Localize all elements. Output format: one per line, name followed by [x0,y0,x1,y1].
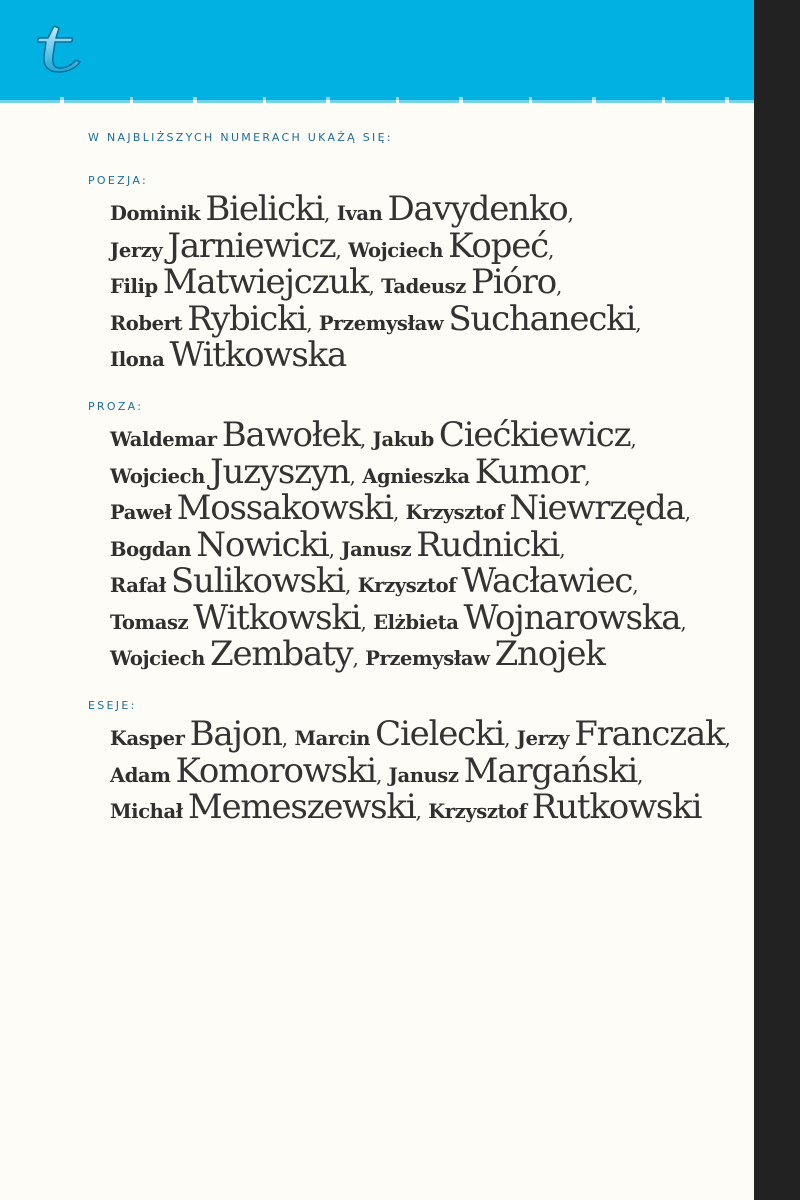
names-eseje [110,716,730,826]
author-first-name: Elżbieta [373,610,459,634]
author-first-name: Przemysław [365,647,490,670]
author-last-name: Wacławiec [461,561,633,601]
author-first-name: Paweł [110,501,172,524]
author-last-name: Matwiejczuk [162,262,369,302]
author-last-name: Sulikowski [170,561,345,601]
author-last-name: Nowicki [196,524,329,565]
author-first-name: Tomasz [110,610,189,634]
author-last-name: Bawołek [221,415,360,455]
author-first-name: Wojciech [110,464,205,488]
name-line: Kasper Bajon, Marcin Cielecki, Jerzy Franczak, [110,714,731,754]
author-last-name: Rudnicki [416,524,560,565]
author-last-name: Davydenko [387,189,568,229]
author-first-name: Waldemar [110,428,217,451]
author-last-name: Rutkowski [531,787,702,827]
author-first-name: Wojciech [348,238,444,262]
author-last-name: Mossakowski [176,488,393,528]
right-sidebar [754,0,800,1200]
author-last-name: Pióro [471,262,556,302]
author-first-name: Rafał [110,574,166,597]
author-last-name: Komorowski [175,750,376,791]
name-line: Filip Matwiejczuk, Tadeusz Pióro, [110,262,563,302]
author-last-name: Witkowski [193,597,361,638]
author-first-name: Krzysztof [428,800,527,823]
author-first-name: Marcin [294,727,371,750]
author-last-name: Wojnarowska [463,597,681,638]
author-first-name: Krzysztof [357,574,457,597]
author-last-name: Kopeć [448,225,549,266]
author-last-name: Niewrzęda [509,488,685,528]
author-last-name: Juzyszyn [210,451,350,492]
t-logo-icon [34,22,86,76]
author-first-name: Tadeusz [381,275,466,298]
intro-heading: W NAJBLIŻSZYCH NUMERACH UKAŻĄ SIĘ: [88,131,393,144]
author-first-name: Dominik [110,202,201,225]
section-heading-eseje: ESEJE: [88,699,137,712]
section-heading-proza: PROZA: [88,400,144,413]
author-first-name: Ilona [110,348,165,371]
author-first-name: Bogdan [110,537,192,561]
author-first-name: Jerzy [516,727,570,750]
author-first-name: Kasper [110,727,185,750]
author-last-name: Kumor [474,451,585,492]
name-line: Robert Rybicki, Przemysław Suchanecki, [110,298,642,339]
name-line: Dominik Bielicki, Ivan Davydenko, [110,189,574,229]
name-line: Rafał Sulikowski, Krzysztof Wacławiec, [110,561,639,601]
name-line: Adam Komorowski, Janusz Margański, [110,750,644,791]
author-first-name: Jakub [372,428,434,451]
name-line: Wojciech Juzyszyn, Agnieszka Kumor, [110,451,591,492]
author-last-name: Cielecki [375,714,505,754]
name-line [110,337,730,374]
author-last-name: Ciećkiewicz [438,415,631,455]
name-line: Paweł Mossakowski, Krzysztof Niewrzęda, [110,488,691,528]
author-first-name: Przemysław [318,311,444,335]
author-first-name: Janusz [341,537,412,561]
section-heading-poezja: POEZJA: [88,174,148,187]
author-first-name: Agnieszka [362,464,470,488]
author-last-name: Bielicki [205,189,325,229]
author-last-name: Rybicki [187,298,307,339]
author-first-name: Janusz [388,763,459,787]
name-line: Wojciech Zembaty, Przemysław Znojek [110,634,605,674]
author-last-name: Suchanecki [448,298,636,339]
names-proza [110,417,730,673]
author-first-name: Robert [110,311,183,335]
author-last-name: Memeszewski [187,787,416,827]
name-line: Jerzy Jarniewicz, Wojciech Kopeć, [110,225,555,266]
author-last-name: Franczak [574,714,725,754]
name-line: Michał Memeszewski, Krzysztof Rutkowski [110,787,702,827]
author-first-name: Michał [110,800,183,823]
name-line: Waldemar Bawołek, Jakub Ciećkiewicz, [110,415,637,455]
name-line: Tomasz Witkowski, Elżbieta Wojnarowska, [110,597,687,638]
author-last-name: Jarniewicz [167,225,336,266]
author-first-name: Krzysztof [405,501,505,524]
author-first-name: Adam [110,763,171,787]
author-first-name: Jerzy [110,238,163,262]
author-first-name: Wojciech [110,647,205,670]
author-first-name: Ivan [336,202,383,225]
author-last-name: Witkowska [169,335,347,375]
author-last-name: Zembaty [210,634,353,674]
author-last-name: Margański [463,750,638,791]
names-poezja [110,191,730,374]
author-first-name: Filip [110,275,158,298]
name-line: Bogdan Nowicki, Janusz Rudnicki, [110,524,566,565]
header-bar [0,0,754,100]
author-last-name: Znojek [494,634,605,674]
author-last-name: Bajon [189,714,282,754]
